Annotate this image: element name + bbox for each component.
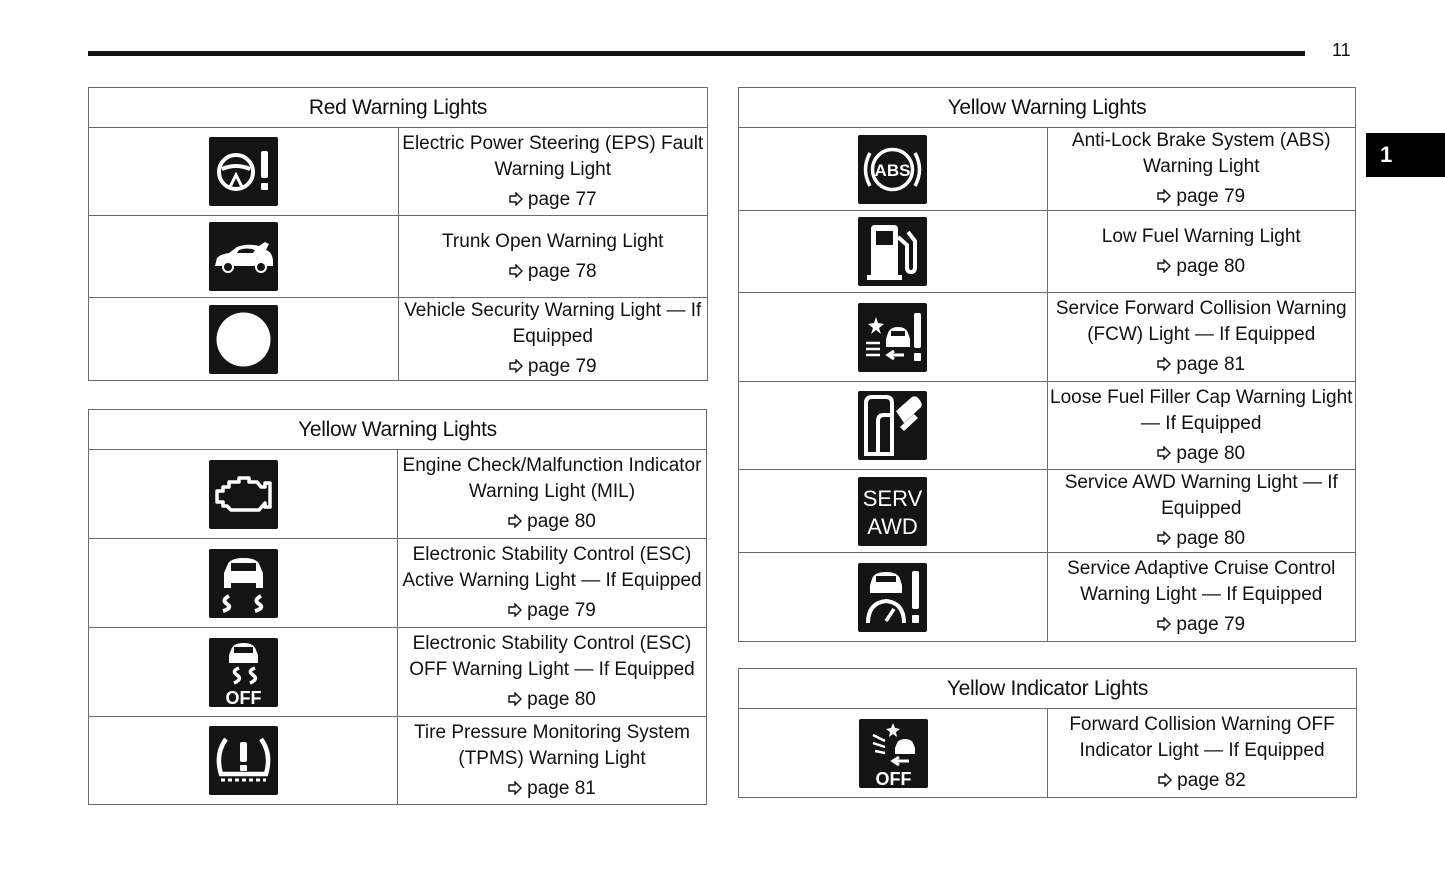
table-row <box>89 128 708 216</box>
page-reference: page 80 <box>1176 255 1246 277</box>
top-rule <box>88 51 1305 56</box>
security-dot-icon <box>209 305 278 374</box>
arrow-right-icon <box>1157 259 1171 273</box>
arrow-right-icon <box>509 192 523 206</box>
icon-text: OFF <box>225 687 261 707</box>
page-reference: page 80 <box>1176 528 1246 549</box>
table-title: Red Warning Lights <box>89 88 708 128</box>
light-label: Service Adaptive Cruise Control Warning Light — If Equipped <box>1067 558 1336 605</box>
arrow-right-icon <box>509 359 523 373</box>
light-label: Vehicle Security Warning Light — If Equipped <box>404 300 702 347</box>
table-row <box>89 450 707 539</box>
arrow-right-icon <box>508 603 522 617</box>
table-row <box>739 128 1356 211</box>
table-row <box>739 211 1356 293</box>
yellow-warning-lights-table-left <box>88 409 707 805</box>
table-row <box>739 553 1356 642</box>
table-row <box>739 293 1356 382</box>
page-reference-link[interactable] <box>398 776 706 802</box>
light-label: Trunk Open Warning Light <box>442 230 664 252</box>
esc-active-icon <box>209 549 278 618</box>
table-row <box>739 709 1357 798</box>
chapter-tab[interactable]: 1 <box>1366 133 1445 177</box>
page-reference-link[interactable] <box>1048 612 1356 638</box>
light-label: Engine Check/Malfunction Indicator Warning Light (MIL) <box>402 455 702 502</box>
table-row <box>89 216 708 298</box>
icon-text: SERV <box>862 485 923 511</box>
page-reference: page 77 <box>527 188 597 210</box>
icon-text: AWD <box>867 513 919 539</box>
tpms-icon <box>209 726 278 795</box>
page-reference: page 79 <box>1176 614 1246 635</box>
page-reference: page 79 <box>527 600 596 621</box>
light-label: Service AWD Warning Light — If Equipped <box>1064 472 1338 519</box>
page-reference-link[interactable] <box>398 598 706 624</box>
yellow-warning-lights-table-right <box>738 87 1356 642</box>
light-label: Electronic Stability Control (ESC) OFF Warning Light — If Equipped <box>409 633 695 680</box>
page-reference-link[interactable] <box>1048 184 1356 210</box>
table-row <box>89 628 707 717</box>
page-reference: page 81 <box>1176 354 1246 375</box>
arrow-right-icon <box>1157 531 1171 545</box>
fuel-pump-icon <box>858 217 927 286</box>
table-title: Yellow Indicator Lights <box>739 669 1357 709</box>
page-reference-link[interactable] <box>1048 768 1356 794</box>
page-reference-link[interactable] <box>398 687 706 713</box>
arrow-right-icon <box>1157 189 1171 203</box>
table-title: Yellow Warning Lights <box>89 410 707 450</box>
light-label: Electric Power Steering (EPS) Fault Warning Light <box>402 132 704 180</box>
table-row <box>89 717 707 805</box>
fcw-service-icon <box>858 303 927 372</box>
table-title: Yellow Warning Lights <box>739 88 1356 128</box>
light-label: Low Fuel Warning Light <box>1101 225 1301 247</box>
light-label: Electronic Stability Control (ESC) Active Warning Light — If Equipped <box>402 544 702 591</box>
table-row <box>739 470 1356 553</box>
page-reference: page 81 <box>527 777 596 799</box>
serv-awd-icon <box>858 477 927 546</box>
page-reference: page 80 <box>527 689 596 710</box>
light-label: Forward Collision Warning OFF Indicator Light — If Equipped <box>1069 714 1335 761</box>
fuel-cap-icon <box>858 391 927 460</box>
arrow-right-icon <box>509 264 523 278</box>
arrow-right-icon <box>1157 446 1171 460</box>
yellow-indicator-lights-table <box>738 668 1357 798</box>
trunk-open-car-icon <box>209 222 278 291</box>
arrow-right-icon <box>1158 773 1172 787</box>
page-reference: page 80 <box>1176 442 1246 464</box>
icon-text: OFF <box>875 768 911 788</box>
light-label: Service Forward Collision Warning (FCW) Light — If Equipped <box>1055 298 1347 345</box>
arrow-right-icon <box>508 692 522 706</box>
page-reference-link[interactable] <box>399 354 708 380</box>
red-warning-lights-table <box>88 87 708 381</box>
page-reference: page 80 <box>527 511 596 532</box>
table-row <box>739 382 1356 470</box>
arrow-right-icon <box>508 514 522 528</box>
arrow-right-icon <box>1157 357 1171 371</box>
page-reference-link[interactable] <box>1048 352 1356 378</box>
page-reference: page 79 <box>1176 186 1246 207</box>
page-reference-link[interactable] <box>399 187 708 213</box>
arrow-right-icon <box>508 781 522 795</box>
table-row <box>89 298 708 381</box>
page-reference: page 79 <box>527 356 597 377</box>
table-row <box>89 539 707 628</box>
esc-off-icon <box>209 638 278 707</box>
page-reference-link[interactable] <box>1048 254 1356 280</box>
engine-check-icon <box>209 460 278 529</box>
page-reference: page 82 <box>1177 770 1246 791</box>
icon-text: ABS <box>874 160 911 180</box>
page-reference: page 78 <box>527 260 597 282</box>
steering-wheel-warning-icon <box>209 137 278 206</box>
light-label: Loose Fuel Filler Cap Warning Light — If Equipped <box>1050 386 1353 434</box>
page-reference-link[interactable] <box>1048 441 1356 467</box>
page-reference-link[interactable] <box>398 509 706 535</box>
arrow-right-icon <box>1157 617 1171 631</box>
light-label: Tire Pressure Monitoring System (TPMS) Warning Light <box>414 721 690 769</box>
fcw-off-icon <box>859 719 928 788</box>
page-number: 11 <box>1332 40 1351 60</box>
abs-icon <box>858 135 927 204</box>
light-label: Anti-Lock Brake System (ABS) Warning Light <box>1071 130 1331 177</box>
acc-service-icon <box>858 563 927 632</box>
page-reference-link[interactable] <box>399 259 708 285</box>
page-reference-link[interactable] <box>1048 526 1356 552</box>
